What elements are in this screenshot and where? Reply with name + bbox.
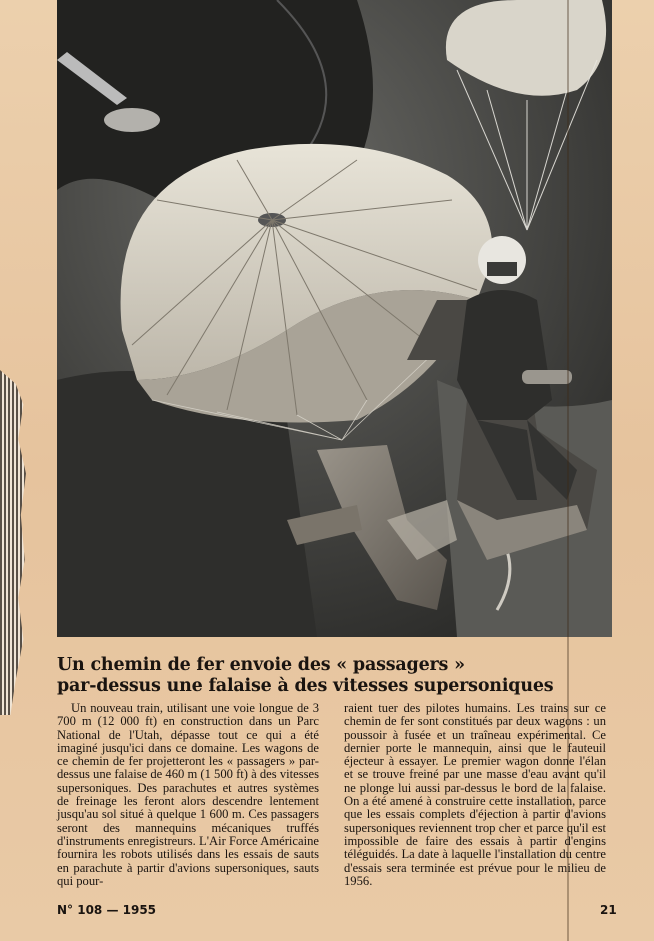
illustration-parachute-ejection-seat — [57, 0, 612, 637]
article-column-right: raient tuer des pilotes humains. Les trains sur ce chemin de fer sont constitués par deux wagons : un poussoir à fusée et un traîneau expérimental. Ce dernier porte le mannequin, ainsi que le fauteuil éjecteur à essayer. Le premier wagon donne l'élan et se trouve freiné par une masse d'eau avant qu'il ne plonge lui aussi par-dessus le bord de la falaise. On a été amené à construire cette installation, parce que les essais complets d'éjection à partir d'avions supersoniques reviennent trop cher et parce qu'il est impossible de faire des essais à partir d'engins téléguidés. La date à laquelle l'installation du centre d'essais sera terminée est prévue pour le milieu de 1956. — [344, 701, 606, 888]
title-line-1: Un chemin de fer envoie des « passagers » — [57, 655, 465, 675]
page-number: 21 — [600, 903, 617, 917]
issue-number: N° 108 — 1955 — [57, 903, 157, 917]
title-line-2: par-dessus une falaise à des vitesses supersoniques — [57, 676, 554, 696]
article-column-left: Un nouveau train, utilisant une voie longue de 3 700 m (12 000 ft) en construction dans un Parc National de l'Utah, dépasse tout ce qui a été imaginé jusqu'ici dans ce domaine. Les wagons de ce chemin de fer projetteront les « passagers » par-dessus une falaise de 460 m (1 500 ft) à des vitesses supersoniques. Des parachutes et autres systèmes de freinage les feront alors descendre lentement jusqu'au sol situé à quelque 1 600 m. Ces passagers seront des mannequins mécaniques truffés d'instruments enregistreurs. L'Air Force Américaine fournira les robots utilisés dans les essais de sauts en parachute à partir d'avions supersoniques, sauts qui pour- — [57, 701, 319, 888]
article-title — [57, 655, 617, 697]
